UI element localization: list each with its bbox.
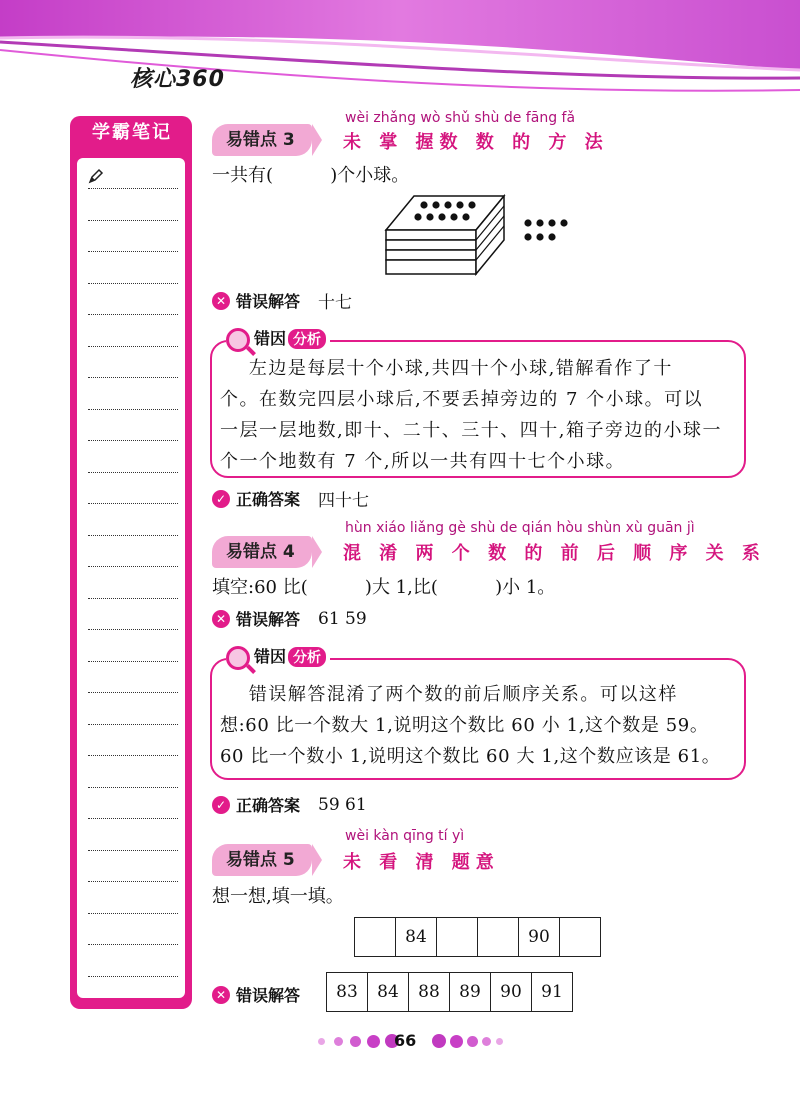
notes-area bbox=[77, 158, 185, 998]
analysis-line: 想:60 比一个数大 1,说明这个数比 60 小 1,这个数是 59。 bbox=[220, 715, 709, 736]
sequence-cell: 90 bbox=[519, 918, 560, 957]
correct-answer-value: 四十七 bbox=[318, 491, 370, 511]
pinyin-5: wèi kàn qīng tí yì bbox=[345, 828, 465, 844]
note-line bbox=[88, 944, 178, 945]
sequence-cell[interactable] bbox=[355, 918, 396, 957]
note-line bbox=[88, 850, 178, 851]
pinyin-3: wèi zhǎng wò shǔ shù de fāng fǎ bbox=[345, 110, 576, 126]
footer-dot bbox=[450, 1035, 463, 1048]
wrong-icon: ✕ bbox=[212, 610, 230, 628]
tag-label: 易错点 4 bbox=[226, 542, 295, 562]
analysis-line: 错误解答混淆了两个数的前后顺序关系。可以这样 bbox=[220, 684, 678, 705]
note-line bbox=[88, 220, 178, 221]
sequence-cell[interactable] bbox=[478, 918, 519, 957]
ball-box-figure bbox=[380, 190, 580, 282]
tag-label: 易错点 3 bbox=[226, 130, 295, 150]
footer-dot bbox=[496, 1038, 503, 1045]
note-line bbox=[88, 346, 178, 347]
note-line bbox=[88, 409, 178, 410]
analysis-line: 一层一层地数,即十、二十、三十、四十,箱子旁边的小球一 bbox=[220, 420, 722, 441]
wrong-answer-table bbox=[326, 972, 573, 1012]
footer-dot bbox=[482, 1037, 491, 1046]
sequence-cell: 84 bbox=[396, 918, 437, 957]
note-line bbox=[88, 881, 178, 882]
note-line bbox=[88, 598, 178, 599]
pinyin-4: hùn xiáo liǎng gè shù de qián hòu shùn xù guān jì bbox=[345, 520, 695, 536]
analysis-heading-4: 错因 分析 bbox=[226, 644, 330, 670]
pencil-icon bbox=[88, 168, 104, 184]
note-line bbox=[88, 314, 178, 315]
analysis-line: 左边是每层十个小球,共四十个小球,错解看作了十 bbox=[220, 358, 673, 379]
check-icon: ✓ bbox=[212, 490, 230, 508]
answer-cell: 89 bbox=[450, 973, 491, 1012]
note-line bbox=[88, 787, 178, 788]
note-line bbox=[88, 283, 178, 284]
magnifier-icon bbox=[226, 328, 250, 352]
wrong-icon: ✕ bbox=[212, 986, 230, 1004]
note-line bbox=[88, 188, 178, 189]
wrong-answer-row-4: ✕ 错误解答 61 59 bbox=[212, 607, 367, 630]
error-point-title-5: 未 看 清 题意 bbox=[343, 852, 500, 873]
wrong-answer-row-5: ✕ 错误解答 bbox=[212, 983, 300, 1006]
note-line bbox=[88, 724, 178, 725]
footer-dot bbox=[367, 1035, 380, 1048]
error-point-title-3: 未 掌 握数 数 的 方 法 bbox=[343, 132, 609, 153]
note-line bbox=[88, 661, 178, 662]
error-point-title-4: 混 淆 两 个 数 的 前 后 顺 序 关 系 bbox=[343, 543, 766, 564]
answer-cell: 91 bbox=[532, 973, 573, 1012]
page-number: 66 bbox=[394, 1031, 417, 1050]
note-line bbox=[88, 818, 178, 819]
error-point-tag-3 bbox=[212, 124, 312, 156]
note-line bbox=[88, 377, 178, 378]
note-line bbox=[88, 755, 178, 756]
footer-dot bbox=[350, 1036, 361, 1047]
correct-answer-row-4: ✓ 正确答案 59 61 bbox=[212, 793, 367, 816]
question-5: 想一想,填一填。 bbox=[212, 886, 344, 907]
wrong-answer-row-3: ✕ 错误解答 十七 bbox=[212, 288, 352, 313]
question-3: 一共有( )个小球。 bbox=[212, 165, 410, 186]
wrong-answer-value: 61 59 bbox=[318, 608, 367, 629]
note-line bbox=[88, 913, 178, 914]
note-line bbox=[88, 566, 178, 567]
note-line bbox=[88, 503, 178, 504]
correct-answer-row-3: ✓ 正确答案 四十七 bbox=[212, 486, 369, 511]
sidebar-title: 学霸笔记 bbox=[92, 122, 172, 143]
note-line bbox=[88, 629, 178, 630]
answer-cell: 83 bbox=[327, 973, 368, 1012]
note-line bbox=[88, 251, 178, 252]
note-line bbox=[88, 976, 178, 977]
brand-logo: 核心360 bbox=[130, 67, 225, 92]
answer-cell: 84 bbox=[368, 973, 409, 1012]
note-line bbox=[88, 472, 178, 473]
sequence-cell[interactable] bbox=[437, 918, 478, 957]
note-line bbox=[88, 440, 178, 441]
answer-cell: 90 bbox=[491, 973, 532, 1012]
question-4: 填空:60 比( )大 1,比( )小 1。 bbox=[212, 577, 556, 598]
error-point-tag-5 bbox=[212, 844, 312, 876]
footer-dot bbox=[432, 1034, 446, 1048]
footer-dot bbox=[334, 1037, 343, 1046]
wrong-answer-value: 十七 bbox=[318, 293, 353, 313]
analysis-line: 个。在数完四层小球后,不要丢掉旁边的 7 个小球。可以 bbox=[220, 389, 704, 410]
analysis-line: 60 比一个数小 1,说明这个数比 60 大 1,这个数应该是 61。 bbox=[220, 746, 721, 767]
footer-dot bbox=[318, 1038, 325, 1045]
check-icon: ✓ bbox=[212, 796, 230, 814]
note-line bbox=[88, 535, 178, 536]
correct-answer-value: 59 61 bbox=[318, 794, 367, 815]
error-point-tag-4 bbox=[212, 536, 312, 568]
analysis-heading-3: 错因 分析 bbox=[226, 326, 330, 352]
answer-cell: 88 bbox=[409, 973, 450, 1012]
sequence-cell[interactable] bbox=[560, 918, 601, 957]
tag-label: 易错点 5 bbox=[226, 850, 295, 870]
footer-dot bbox=[467, 1036, 478, 1047]
wrong-icon: ✕ bbox=[212, 292, 230, 310]
analysis-line: 个一个地数有 7 个,所以一共有四十七个小球。 bbox=[220, 451, 626, 472]
header-decoration bbox=[0, 0, 800, 110]
number-sequence-table bbox=[354, 917, 601, 957]
magnifier-icon bbox=[226, 646, 250, 670]
note-line bbox=[88, 692, 178, 693]
